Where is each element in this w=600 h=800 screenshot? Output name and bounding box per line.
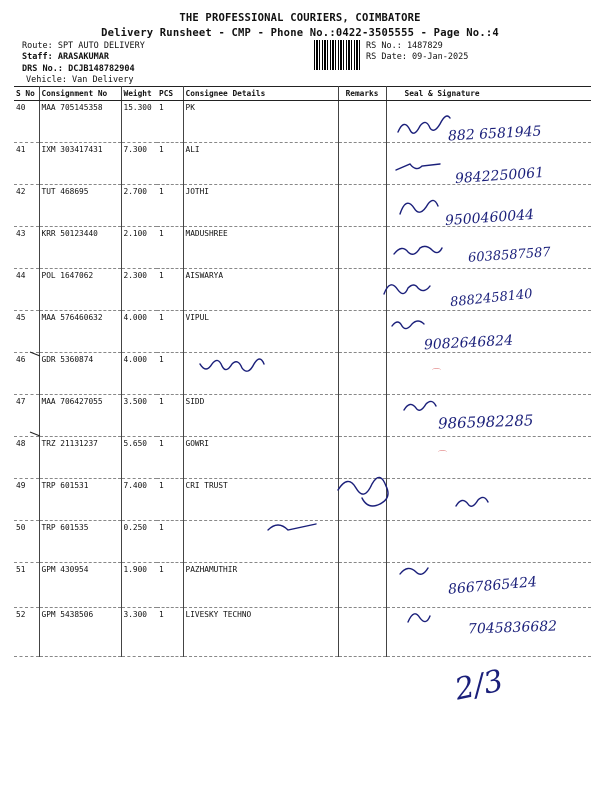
col-header-signature: Seal & Signature [386, 87, 591, 101]
cell-consignment: MAA 706427055 [39, 395, 121, 437]
barcode [314, 40, 362, 70]
drs-line [22, 64, 135, 74]
cell-consignee: JOTHI [183, 185, 338, 227]
cell-consignee: PK [183, 101, 338, 143]
cell-pcs: 1 [157, 101, 183, 143]
staff-line [22, 52, 109, 62]
cell-sno: 51 [14, 563, 39, 608]
handwritten-phone: 8667865424 [447, 574, 538, 598]
handwritten-phone: 6038587587 [467, 245, 552, 266]
cell-consignee: VIPUL [183, 311, 338, 353]
cell-consignment: KRR 50123440 [39, 227, 121, 269]
cell-pcs: 1 [157, 479, 183, 521]
cell-consignee: AISWARYA [183, 269, 338, 311]
col-header-remarks: Remarks [338, 87, 386, 101]
cell-signature [386, 521, 591, 563]
cell-pcs: 1 [157, 143, 183, 185]
rs-date: RS Date: 09-Jan-2025 [366, 52, 469, 62]
cell-consignee: GOWRI [183, 437, 338, 479]
handwritten-phone: 9842250061 [454, 164, 545, 188]
cell-weight: 5.650 [121, 437, 157, 479]
cell-pcs: 1 [157, 563, 183, 608]
col-header-pcs: PCS [157, 87, 183, 101]
cell-consignment: TUT 468695 [39, 185, 121, 227]
cell-pcs: 1 [157, 521, 183, 563]
cell-sno: 48 [14, 437, 39, 479]
cell-pcs: 1 [157, 311, 183, 353]
cell-remarks [338, 608, 386, 657]
cell-pcs: 1 [157, 269, 183, 311]
table-row [14, 521, 591, 563]
table-header-row [14, 87, 591, 101]
table-row [14, 437, 591, 479]
cell-sno: 50 [14, 521, 39, 563]
cell-sno: 45 [14, 311, 39, 353]
col-header-weight: Weight [121, 87, 157, 101]
red-stamp-mark: ⌒ [438, 451, 448, 461]
cell-consignee: LIVESKY TECHNO [183, 608, 338, 657]
cell-weight: 4.000 [121, 311, 157, 353]
cell-remarks [338, 185, 386, 227]
cell-weight: 2.300 [121, 269, 157, 311]
cell-remarks [338, 395, 386, 437]
cell-remarks [338, 143, 386, 185]
cell-remarks [338, 563, 386, 608]
cell-signature [386, 353, 591, 395]
handwritten-phone: 9865982285 [437, 411, 534, 433]
handwritten-phone: 7045836682 [467, 618, 558, 638]
cell-consignment: GPM 430954 [39, 563, 121, 608]
rs-number: RS No.: 1487829 [366, 41, 443, 51]
table-row [14, 353, 591, 395]
cell-consignee: PAZHAMUTHIR [183, 563, 338, 608]
cell-weight: 4.000 [121, 353, 157, 395]
cell-sno: 52 [14, 608, 39, 657]
cell-consignment: IXM 303417431 [39, 143, 121, 185]
cell-consignee [183, 521, 338, 563]
cell-remarks [338, 101, 386, 143]
cell-weight: 7.400 [121, 479, 157, 521]
company-title: THE PROFESSIONAL COURIERS, COIMBATORE [179, 12, 421, 24]
cell-consignment: TRZ 21131237 [39, 437, 121, 479]
staff-label: Staff: [22, 52, 53, 62]
cell-weight: 1.900 [121, 563, 157, 608]
route-label: Route: SPT AUTO DELIVERY [22, 41, 145, 51]
col-header-sno: S No [14, 87, 39, 101]
handwritten-phone: 8882458140 [449, 286, 534, 311]
cell-pcs: 1 [157, 395, 183, 437]
table-row [14, 479, 591, 521]
col-header-consignment: Consignment No [39, 87, 121, 101]
cell-weight: 0.250 [121, 521, 157, 563]
drs-label: DRS No.: [22, 64, 63, 74]
cell-sno: 42 [14, 185, 39, 227]
cell-weight: 3.500 [121, 395, 157, 437]
cell-weight: 15.300 [121, 101, 157, 143]
cell-remarks [338, 437, 386, 479]
cell-remarks [338, 521, 386, 563]
cell-sno: 41 [14, 143, 39, 185]
cell-remarks [338, 269, 386, 311]
cell-consignment: GDR 5360874 [39, 353, 121, 395]
cell-remarks [338, 479, 386, 521]
cell-consignment: TRP 601535 [39, 521, 121, 563]
col-header-consignee: Consignee Details [183, 87, 338, 101]
cell-remarks [338, 311, 386, 353]
handwritten-phone: 9082646824 [423, 332, 514, 354]
cell-consignee: SIDD [183, 395, 338, 437]
handwritten-phone: 882 6581945 [447, 123, 542, 145]
cell-consignee: CRI TRUST [183, 479, 338, 521]
handwritten-phone: 9500460044 [444, 206, 535, 230]
cell-pcs: 1 [157, 437, 183, 479]
page-mark-text: 2/3 [451, 663, 507, 708]
red-stamp-mark: ⌒ [432, 369, 442, 379]
cell-consignment: MAA 705145358 [39, 101, 121, 143]
cell-signature [386, 479, 591, 521]
cell-signature [386, 437, 591, 479]
cell-sno: 46 [14, 353, 39, 395]
staff-value: ARASAKUMAR [57, 52, 110, 62]
cell-consignment: MAA 576460632 [39, 311, 121, 353]
cell-consignment: POL 1647062 [39, 269, 121, 311]
cell-sno: 44 [14, 269, 39, 311]
cell-consignment: TRP 601531 [39, 479, 121, 521]
cell-weight: 7.300 [121, 143, 157, 185]
cell-weight: 2.700 [121, 185, 157, 227]
cell-weight: 2.100 [121, 227, 157, 269]
cell-sno: 43 [14, 227, 39, 269]
cell-consignment: GPM 5438506 [39, 608, 121, 657]
vehicle-label: Vehicle: Van Delivery [26, 75, 134, 85]
cell-consignee: ALI [183, 143, 338, 185]
cell-pcs: 1 [157, 608, 183, 657]
cell-sno: 49 [14, 479, 39, 521]
drs-value: DCJB148782904 [68, 64, 135, 74]
cell-remarks [338, 227, 386, 269]
cell-pcs: 1 [157, 353, 183, 395]
cell-consignee [183, 353, 338, 395]
cell-remarks [338, 353, 386, 395]
cell-sno: 47 [14, 395, 39, 437]
cell-weight: 3.300 [121, 608, 157, 657]
cell-pcs: 1 [157, 227, 183, 269]
cell-pcs: 1 [157, 185, 183, 227]
cell-sno: 40 [14, 101, 39, 143]
runsheet-subtitle: Delivery Runsheet - CMP - Phone No.:0422-3505555 - Page No.:4 [101, 27, 499, 39]
cell-consignee: MADUSHREE [183, 227, 338, 269]
